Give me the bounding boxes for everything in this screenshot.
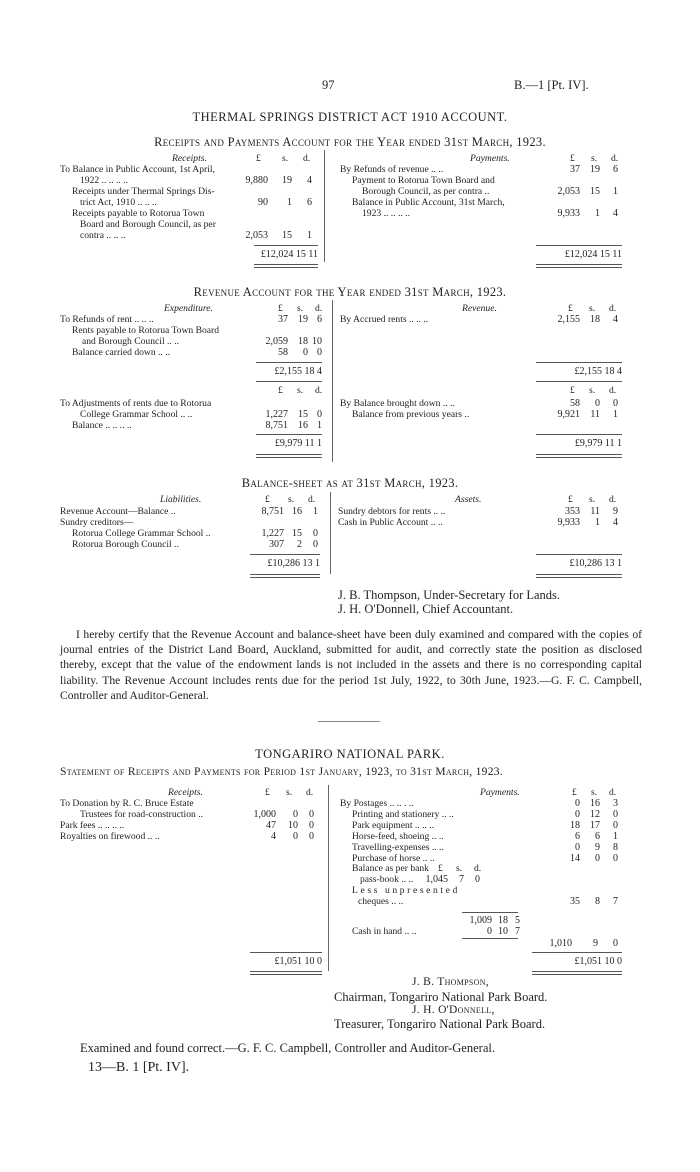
- amount-pence: 1: [313, 506, 318, 517]
- currency-pound: £: [438, 863, 443, 874]
- bs-right-head: Assets.: [455, 494, 482, 505]
- currency-shilling: s.: [297, 303, 304, 314]
- tongariro-title: TONGARIRO NATIONAL PARK.: [255, 747, 445, 761]
- examined-statement: Examined and found correct.—G. F. C. Campbell, Controller and Auditor-General.: [80, 1041, 495, 1055]
- rp-left-entry: Receipts payable to Rotorua Town Board and Borough Council, as per contra .. .. ..: [72, 208, 216, 241]
- currency-shilling: s.: [591, 153, 598, 164]
- signature-thompson: J. B. Thompson, Under-Secretary for Lands.: [338, 588, 561, 602]
- amount-pence: 4: [307, 175, 312, 186]
- tng-total-left: £1,051 10 0: [274, 956, 322, 967]
- payment-label: Printing and stationery .. ..: [352, 809, 454, 820]
- bs-total-left: £10,286 13 1: [267, 558, 320, 569]
- amount-shillings: 12: [590, 809, 600, 820]
- tng-right-head: Payments.: [480, 787, 520, 798]
- amount-pence: 0: [613, 820, 618, 831]
- amount-shillings: 18: [590, 314, 600, 325]
- payment-label: Park equipment .. .. ..: [352, 820, 435, 831]
- amount-pounds: 353: [565, 506, 580, 517]
- rev-total-left: £2,155 18 4: [274, 366, 322, 377]
- currency-shilling: s.: [297, 385, 304, 396]
- amount-shillings: 16: [298, 420, 308, 431]
- tng-total-right: £1,051 10 0: [574, 956, 622, 967]
- amount-pounds: 58: [278, 347, 288, 358]
- amount-pence: 1: [613, 831, 618, 842]
- currency-pound: £: [570, 385, 575, 396]
- bs-right-entry: Cash in Public Account .. ..: [338, 517, 443, 528]
- rp-left-entry: Receipts under Thermal Springs Dis- trict Act, 1910 .. .. ..: [72, 186, 215, 208]
- amount-pence: 0: [613, 853, 618, 864]
- amount-pence: 0: [613, 938, 618, 949]
- amount-pence: 7: [515, 926, 520, 937]
- currency-shilling: s.: [456, 863, 463, 874]
- amount-pounds: 1,010: [549, 938, 572, 949]
- rp-left-entry: To Balance in Public Account, 1st April, 1922 .. .. .. ..: [60, 164, 215, 186]
- amount-pence: 1: [613, 186, 618, 197]
- currency-pence: d.: [306, 787, 314, 798]
- amount-pence: 0: [309, 820, 314, 831]
- amount-pence: 1: [613, 409, 618, 420]
- amount-pence: 9: [613, 506, 618, 517]
- amount-pounds: 6: [575, 831, 580, 842]
- rp-total-right: £12,024 15 11: [564, 249, 622, 260]
- bank-balance-label-2: pass-book .. ..: [360, 874, 414, 885]
- amount-pence: 6: [317, 314, 322, 325]
- amount-shillings: 19: [298, 314, 308, 325]
- amount-shillings: 11: [590, 409, 600, 420]
- amount-shillings: 0: [293, 831, 298, 842]
- receipt-label: Park fees .. .. .. ..: [60, 820, 125, 831]
- currency-pound: £: [568, 494, 573, 505]
- amount-pence: 6: [613, 164, 618, 175]
- amount-shillings: 18: [498, 915, 508, 926]
- amount-shillings: 15: [282, 230, 292, 241]
- cheques-label: cheques .. ..: [358, 896, 404, 907]
- amount-pence: 0: [475, 874, 480, 885]
- currency-pound: £: [572, 787, 577, 798]
- amount-pounds: 37: [278, 314, 288, 325]
- payment-label: Purchase of horse .. ..: [352, 853, 435, 864]
- amount-pounds: 1,009: [469, 915, 492, 926]
- currency-shilling: s.: [589, 303, 596, 314]
- currency-shilling: s.: [589, 385, 596, 396]
- amount-pounds: 8,751: [261, 506, 284, 517]
- less-unpresented-label: Less unpresented: [352, 885, 460, 896]
- amount-pounds: 14: [570, 853, 580, 864]
- amount-shillings: 1: [287, 197, 292, 208]
- amount-shillings: 10: [288, 820, 298, 831]
- rev-left2-entry: To Adjustments of rents due to Rotorua College Grammar School .. ..: [60, 398, 212, 420]
- amount-pounds: 2,053: [557, 186, 580, 197]
- rev-right-head: Revenue.: [462, 303, 497, 314]
- payment-label: Horse-feed, shoeing .. ..: [352, 831, 444, 842]
- amount-shillings: 15: [298, 409, 308, 420]
- amount-shillings: 1: [595, 208, 600, 219]
- rev-left-head: Expenditure.: [164, 303, 213, 314]
- rev-total2-left: £9,979 11 1: [274, 438, 322, 449]
- amount-shillings: 17: [590, 820, 600, 831]
- amount-pence: 8: [613, 842, 618, 853]
- amount-shillings: 10: [498, 926, 508, 937]
- bs-left-entry: Rotorua Borough Council ..: [72, 539, 179, 550]
- amount-shillings: 6: [595, 831, 600, 842]
- amount-pounds: 8,751: [265, 420, 288, 431]
- amount-shillings: 0: [595, 853, 600, 864]
- amount-pounds: 9,933: [557, 517, 580, 528]
- currency-pence: d.: [609, 494, 617, 505]
- amount-pounds: 18: [570, 820, 580, 831]
- amount-pence: 0: [309, 809, 314, 820]
- amount-pence: 7: [613, 896, 618, 907]
- currency-pence: d.: [315, 385, 323, 396]
- amount-pounds: 58: [570, 398, 580, 409]
- amount-pounds: 1,227: [265, 409, 288, 420]
- page-number: 97: [322, 78, 335, 92]
- currency-pound: £: [278, 303, 283, 314]
- amount-pounds: 1,227: [261, 528, 284, 539]
- receipt-label: To Donation by R. C. Bruce Estate: [60, 798, 194, 809]
- amount-pounds: 9,933: [557, 208, 580, 219]
- bs-left-entry: Rotorua College Grammar School ..: [72, 528, 211, 539]
- amount-shillings: 9: [593, 938, 598, 949]
- receipt-label: Royalties on firewood .. ..: [60, 831, 160, 842]
- footer-reference: 13—B. 1 [Pt. IV].: [88, 1060, 190, 1075]
- rp-left-head: Receipts.: [172, 153, 207, 164]
- tng-left-head: Receipts.: [168, 787, 203, 798]
- amount-pence: 0: [313, 539, 318, 550]
- amount-pounds: 35: [570, 896, 580, 907]
- amount-shillings: 0: [595, 398, 600, 409]
- amount-shillings: 19: [590, 164, 600, 175]
- amount-pence: 0: [309, 831, 314, 842]
- amount-pence: 0: [613, 398, 618, 409]
- rev-right-entry: By Accrued rents .. .. ..: [340, 314, 429, 325]
- amount-pounds: 307: [269, 539, 284, 550]
- bs-right-entry: Sundry debtors for rents .. ..: [338, 506, 446, 517]
- amount-pounds: 2,059: [265, 336, 288, 347]
- amount-pounds: 0: [487, 926, 492, 937]
- amount-shillings: 15: [590, 186, 600, 197]
- amount-pence: 4: [613, 208, 618, 219]
- payment-label: Travelling-expenses .. ..: [352, 842, 444, 853]
- amount-pounds: 9,921: [557, 409, 580, 420]
- cash-in-hand-label: Cash in hand .. ..: [352, 926, 417, 937]
- currency-pence: d.: [308, 494, 316, 505]
- amount-pence: 5: [515, 915, 520, 926]
- signature-chairman: J. B. Thompson,: [412, 976, 489, 988]
- amount-pounds: 1,000: [253, 809, 276, 820]
- amount-shillings: 11: [590, 506, 600, 517]
- amount-pounds: 0: [575, 798, 580, 809]
- currency-pound: £: [256, 153, 261, 164]
- rev-left-entry: Rents payable to Rotorua Town Board and Borough Council .. ..: [72, 325, 220, 347]
- rp-right-head: Payments.: [470, 153, 510, 164]
- amount-pounds: 0: [575, 842, 580, 853]
- amount-pence: 0: [317, 409, 322, 420]
- amount-shillings: 0: [303, 347, 308, 358]
- amount-shillings: 16: [292, 506, 302, 517]
- currency-pence: d.: [611, 153, 619, 164]
- amount-pence: 3: [613, 798, 618, 809]
- tongariro-subtitle: Statement of Receipts and Payments for Period 1st January, 1923, to 31st March, 1923.: [60, 766, 504, 778]
- amount-pounds: 0: [575, 809, 580, 820]
- amount-shillings: 15: [292, 528, 302, 539]
- currency-pence: d.: [609, 787, 617, 798]
- rp-total-left: £12,024 15 11: [260, 249, 318, 260]
- amount-pence: 4: [613, 517, 618, 528]
- amount-pounds: 90: [258, 197, 268, 208]
- amount-pence: 10: [312, 336, 322, 347]
- bs-total-right: £10,286 13 1: [569, 558, 622, 569]
- rev-total-right: £2,155 18 4: [574, 366, 622, 377]
- currency-pence: d.: [303, 153, 311, 164]
- currency-shilling: s.: [286, 787, 293, 798]
- currency-shilling: s.: [282, 153, 289, 164]
- currency-shilling: s.: [288, 494, 295, 505]
- amount-pounds: 9,880: [245, 175, 268, 186]
- rp-right-entry: Balance in Public Account, 31st March, 1923 .. .. .. ..: [352, 197, 505, 219]
- amount-pounds: 4: [271, 831, 276, 842]
- amount-pence: 6: [307, 197, 312, 208]
- amount-shillings: 0: [293, 809, 298, 820]
- signature-chairman-title: Chairman, Tongariro National Park Board.: [334, 990, 548, 1004]
- signature-odonnell: J. H. O'Donnell, Chief Accountant.: [338, 602, 514, 616]
- rev-total2-right: £9,979 11 1: [574, 438, 622, 449]
- amount-shillings: 16: [590, 798, 600, 809]
- rev-right2-entry: Balance from previous years ..: [352, 409, 470, 420]
- currency-shilling: s.: [591, 787, 598, 798]
- currency-pence: d.: [609, 303, 617, 314]
- amount-pence: 0: [613, 809, 618, 820]
- audit-certificate: I hereby certify that the Revenue Account and balance-sheet have been duly examined and compared with the copies of journal entries of the District Land Board, Auckland, submitted for audit, and correctly state the position as disclosed thereby, except that the value of the endowment lands is not included in the assets and there is no corresponding capital liability. The Revenue Account includes rents due for the period 1st July, 1922, to 30th June, 1923.—G. F. C. Campbell, Controller and Auditor-General.: [60, 628, 642, 702]
- amount-pence: 1: [317, 420, 322, 431]
- amount-pence: 0: [313, 528, 318, 539]
- currency-shilling: s.: [589, 494, 596, 505]
- revenue-title: Revenue Account for the Year ended 31st March, 1923.: [193, 285, 507, 299]
- signature-treasurer-title: Treasurer, Tongariro National Park Board.: [334, 1017, 546, 1031]
- bank-balance-label: Balance as per bank: [352, 863, 429, 874]
- amount-pounds: 2,053: [245, 230, 268, 241]
- amount-shillings: 7: [459, 874, 464, 885]
- amount-shillings: 2: [297, 539, 302, 550]
- balance-sheet-title: Balance-sheet as at 31st March, 1923.: [241, 476, 459, 490]
- document-reference: B.—1 [Pt. IV].: [514, 78, 589, 92]
- currency-pence: d.: [609, 385, 617, 396]
- amount-shillings: 1: [595, 517, 600, 528]
- rp-right-entry: Payment to Rotorua Town Board and Borough Council, as per contra ..: [352, 175, 495, 197]
- bs-left-entry: Sundry creditors—: [60, 517, 134, 528]
- bs-left-head: Liabilities.: [160, 494, 202, 505]
- currency-pound: £: [265, 494, 270, 505]
- amount-shillings: 18: [298, 336, 308, 347]
- currency-pence: d.: [315, 303, 323, 314]
- amount-pounds: 37: [570, 164, 580, 175]
- currency-pound: £: [278, 385, 283, 396]
- amount-pence: 0: [317, 347, 322, 358]
- receipt-label: Trustees for road-construction ..: [80, 809, 204, 820]
- payment-label: By Postages .. .. . ..: [340, 798, 414, 809]
- rev-left-entry: Balance carried down .. ..: [72, 347, 171, 358]
- amount-pounds: 47: [266, 820, 276, 831]
- amount-pounds: 2,155: [557, 314, 580, 325]
- currency-pound: £: [265, 787, 270, 798]
- signature-treasurer: J. H. O'Donnell,: [412, 1004, 495, 1016]
- rev-left-entry: To Refunds of rent .. .. ..: [60, 314, 154, 325]
- rev-right2-entry: By Balance brought down .. ..: [340, 398, 455, 409]
- currency-pound: £: [570, 153, 575, 164]
- thermal-title: THERMAL SPRINGS DISTRICT ACT 1910 ACCOUNT.: [192, 110, 508, 124]
- currency-pence: d.: [474, 863, 482, 874]
- bs-left-entry: Revenue Account—Balance ..: [60, 506, 176, 517]
- amount-pence: 1: [307, 230, 312, 241]
- amount-shillings: 8: [595, 896, 600, 907]
- rp-right-entry: By Refunds of revenue .. ..: [340, 164, 444, 175]
- amount-shillings: 9: [595, 842, 600, 853]
- amount-pence: 4: [613, 314, 618, 325]
- currency-pound: £: [568, 303, 573, 314]
- rev-left2-entry: Balance .. .. .. ..: [72, 420, 132, 431]
- amount-shillings: 19: [282, 175, 292, 186]
- amount-pounds: 1,045: [425, 874, 448, 885]
- rp-title: Receipts and Payments Account for the Year ended 31st March, 1923.: [154, 135, 546, 149]
